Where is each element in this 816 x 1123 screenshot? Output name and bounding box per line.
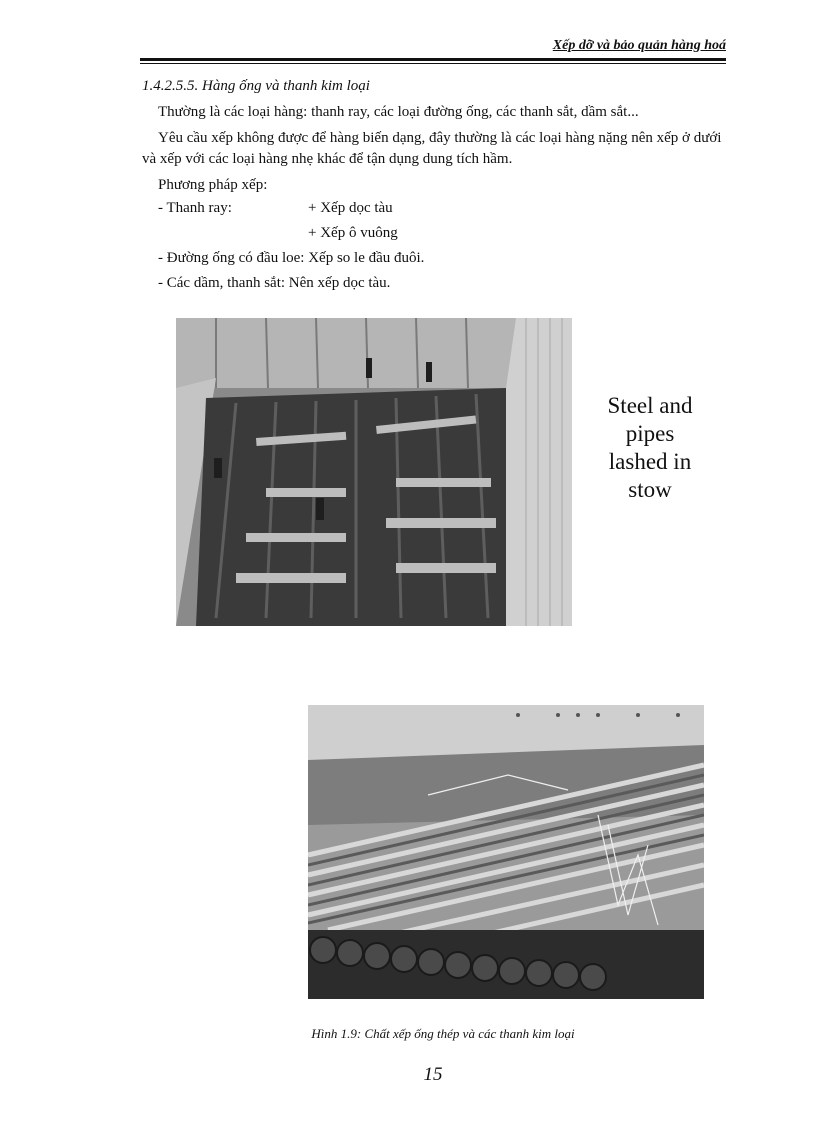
paragraph-stowage-requirements: Yêu cầu xếp không được để hàng biến dạng, đây thường là các loại hàng nặng nên xếp ở dưới và xếp với các loại hàng nhẹ khác để tận dụng dung tích hầm. — [142, 130, 722, 167]
photo-label-line: Steel and — [607, 393, 693, 418]
photo-pipes-in-hold — [308, 705, 704, 999]
paragraph-cargo-types: Thường là các loại hàng: thanh ray, các loại đường ống, các thanh sắt, dầm sắt... — [158, 104, 639, 120]
flared-pipe-method: - Đường ống có đầu loe: Xếp so le đầu đuôi. — [158, 250, 425, 266]
photo-label-line: lashed in — [608, 449, 692, 474]
rail-method-longitudinal: + Xếp dọc tàu — [308, 200, 393, 216]
beam-method: - Các dầm, thanh sắt: Nên xếp dọc tàu. — [158, 275, 391, 291]
photo-label — [590, 392, 710, 504]
figure-caption: Hình 1.9: Chất xếp ống thép và các thanh kim loại — [311, 1026, 575, 1041]
photo-label-line: stow — [628, 477, 672, 502]
running-header: Xếp dỡ và bảo quản hàng hoá — [552, 38, 726, 53]
header-rule-thick — [140, 58, 726, 61]
page-number: 15 — [423, 1064, 443, 1085]
photo-steel-in-hold — [176, 318, 572, 626]
photo-label-line: pipes — [625, 421, 675, 446]
rail-method-grid: + Xếp ô vuông — [308, 225, 398, 241]
section-heading: 1.4.2.5.5. Hàng ống và thanh kim loại — [142, 78, 370, 94]
header-rule-thin — [140, 63, 726, 64]
rail-label: - Thanh ray: — [158, 200, 232, 216]
paragraph-stowage-method: Phương pháp xếp: — [158, 177, 268, 193]
